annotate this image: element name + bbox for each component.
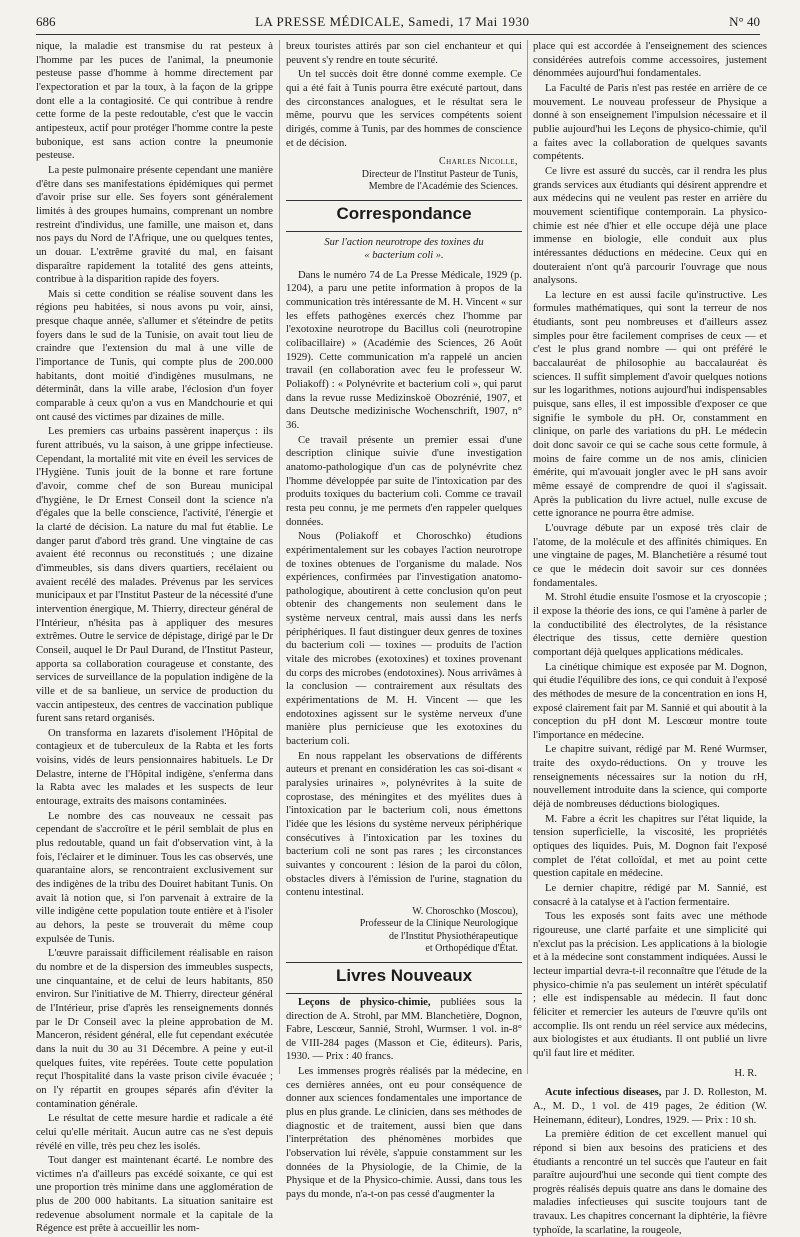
- paragraph: Tout danger est maintenant écarté. Le nombre des victimes n'a d'ailleurs pas excédé soixante, ce qui est une proportion très minime dans une agglomération de plus de 200 000 habitants. La situation sanitaire est redevenue absolument normale et la capitale de la Régence est prête à accueillir les nom-: [36, 1155, 273, 1235]
- author-affiliation: et Orthopédique d'État.: [425, 943, 518, 955]
- column-3: [533, 40, 768, 1236]
- column-2: [286, 40, 522, 1201]
- paragraph: Dans le numéro 74 de La Presse Médicale, 1929 (p. 1204), a paru une petite information à propos de la communication très intéressante de M. H. Vincent « sur les effets pathogènes exercés chez l'homme par l'exotoxine neurotrope du Bacillus coli (neurotropine colibacillaire) » (Académie des Sciences, 26 Août 1929). Cette communication m'a rappelé un ancien travail (en collaboration avec feu le professeur W. Poliakoff) : « Polynévrite et bacterium coli », qui parut dans la revue russe Medizinskoë Obozrénié, 1907, et dans Deutsche medizinische Wochenschrift, 1907, n° 36.: [286, 269, 522, 431]
- page-header: [36, 12, 760, 32]
- paragraph: On transforma en lazarets d'isolement l'Hôpital de contagieux et de tuberculeux de la Rabta et les forts voisins, vidés de leurs pensionnaires habituels. Le Dr Delastre, interne de l'Hôpital indigène, s'enferma dans la Rabta avec les malades et les suspects de leur entourage, extraits des maisons contaminées.: [36, 727, 273, 808]
- paragraph: La peste pulmonaire présente cependant une manière d'être dans ses manifestations épidémiques qui permet d'avoir prise sur elle. Ses foyers sont généralement limités à des groupes humains, comprenant un nombre restreint d'individus, une famille, une maison et, dans nos pays du Nord de l'Afrique, une ou quelques tentes, un douar. L'extrême gravité du mal, en faisant disparaître rapidement la totalité des gens atteints, contribue à la disparition rapide des foyers.: [36, 164, 273, 286]
- paragraph: breux touristes attirés par son ciel enchanteur et qui peuvent s'y rendre en toute sécurité.: [286, 41, 522, 66]
- paragraph: Le chapitre suivant, rédigé par M. René Wurmser, traite des oxydo-réductions. On y trouve les renseignements nécessaires sur la notion du rH, nouvellement introduite dans la science, qui comporte déjà de nombreuses déductions biologiques.: [533, 744, 767, 811]
- paragraph: Un tel succès doit être donné comme exemple. Ce qui a été fait à Tunis pourra être exécuté partout, dans des circonstances analogues, et le résultat sera le même, pourvu que les services compétents soient dirigés, comme à Tunis, par des hommes de conscience et de décision.: [286, 69, 522, 149]
- review-header: [533, 1086, 767, 1127]
- paragraph: Le résultat de cette mesure hardie et radicale a été celui qu'elle méritait. Aucun autre cas ne s'est depuis révélé en ville, très peu chez les isolés.: [36, 1113, 273, 1152]
- section-title-correspondance: Correspondance: [336, 203, 472, 223]
- author-affiliation: Directeur de l'Institut Pasteur de Tunis,: [361, 168, 518, 180]
- section-rule: [286, 200, 522, 201]
- paragraph: nique, la maladie est transmise du rat pesteux à l'homme par les puces de l'animal, la pneumonie pesteuse passe d'homme à homme directement par l'expectoration et par la toux, à la façon de la grippe dont elle a la contagiosité. Ce qui contribue à rendre cette forme de la peste redoutable, c'est que le vaccin antipesteux, actif pour protéger l'homme contre la peste bubonique, est sans action contre la pneumonie pesteuse.: [36, 41, 273, 162]
- column-1: [36, 40, 273, 1235]
- issue-number: N° 40: [729, 14, 760, 29]
- paragraph: Nous (Poliakoff et Choroschko) étudions expérimentalement sur les cobayes l'action neurotrope de toxines obtenues de l'organisme du malade. Nos expériences, confirmées par l'investigation anatomo-pathologique, aboutirent à cette conclusion qu'on peut obtenir des changements non seulement dans le système nerveux central, mais aussi dans les nerfs périphériques. Il faut distinguer deux genres de toxines du bacterium coli — toxines — produits de l'action vitale des microbes (exotoxines) et toxines provenant du corps des microbes (endotoxines). Nous arrivâmes à la conclusion — contrairement aux résultats des expérimentations de M. H. Vincent — que les endotoxines agissent sur le système nerveux d'une manière plus pernicieuse que les exotoxines du bacterium coli.: [286, 531, 522, 748]
- paragraph: L'ouvrage débute par un exposé très clair de l'atome, de la molécule et des affinités chimiques. En une vingtaine de pages, M. Blanchetière a résumé tout ce que le médecin doit savoir sur ces données fondamentales.: [533, 522, 767, 589]
- reviewer-initials: H. R.: [734, 1067, 757, 1079]
- paragraph: Les immenses progrès réalisés par la médecine, en ces dernières années, ont eu pour conséquence de donner aux sciences fondamentales une importance de plus en plus grande. Le clinicien, dans ses méthodes de diagnostic et de traitement, aussi bien que dans l'interprétation des phénomènes morbides que l'observation lui révèle, s'appuie constamment sur les données de la Physiologie, de la Chimie, de la Physique et de la Physico-chimie. Aussi, dans tous les pays du monde, n'a-t-on pas cessé d'augmenter la: [286, 1066, 522, 1201]
- paragraph: Le nombre des cas nouveaux ne cessait pas cependant de s'accroître et le péril semblait de plus en plus redoutable, quand un fait d'observation vint, à la fois, l'éclairer et le diminuer. Tous les cas observés, une quarantaine alors, se rencontraient exclusivement sur des indigènes de la tribu des Douiret habitant Tunis. On avait là notion que, si l'on parvenait à extraire de la ville indigène cette population toute entière et à l'isoler au dehors, la peste se trouverait du même coup expulsée de Tunis.: [36, 810, 273, 945]
- paragraph: Tous les exposés sont faits avec une méthode rigoureuse, une clarté parfaite et une simplicité qui n'exclut pas la précision. Les applications à la biologie et à la médecine sont constamment indiquées. Aussi le lecteur impartial devra-t-il reconnaître que l'étude de la physico-chimie n'a pas seulement un intérêt spéculatif ; elle est indispensable au médecin. Il faut donc féliciter et remercier les auteurs de l'œuvre qu'ils ont accomplie. Ils ont rendu un réel service aux médecins, aux biologistes et aux étudiants. Il ont publié un livre qu'il faut lire et méditer.: [533, 911, 767, 1059]
- paragraph: La Faculté de Paris n'est pas restée en arrière de ce mouvement. Le nouveau professeur de Physique a donné à son enseignement l'impulsion nécessaire et il publie aujourd'hui les Leçons de physico-chimie, qu'il a faites avec la collaboration de quelques savants compétents.: [533, 82, 767, 163]
- review-title: Leçons de physico-chimie,: [298, 996, 431, 1008]
- paragraph: En nous rappelant les observations de différents auteurs et prenant en considération les cas soi-disant « paralysies urinaires », polynévrites à la suite de coprostase, des méningites et des myélites dues à l'intoxication par le bacterium coli, nous émettons l'idée que les lésions du système nerveux périphérique consécutives à l'intoxication par les toxines du bacterium coli ne sont pas rares ; les circonstances suivantes y concourent : lésion de la paroi du côlon, obstacles divers à l'émission de l'urine, stagnation du contenu intestinal.: [286, 750, 522, 899]
- paragraph: L'œuvre paraissait difficilement réalisable en raison du nombre et de la dispersion des immeubles suspects, une cinquantaine, et de celui de leurs habitants, 850 environ. Sur l'initiative de M. Thierry, directeur général de l'Intérieur, prise d'après les renseignements donnés par le Dr Conseil avec la pleine approbation de M. Manceron, résident général, elle fut cependant exécutée dans la nuit du 30 au 31 Décembre. A peine y eut-il quelques fuites, vite repérées. Toute cette population reçut l'hospitalité dans la vaste prison civile évacuée ; on l'y répartit en groupes séparés afin d'éviter la contamination générale.: [36, 948, 273, 1110]
- review-title: Acute infectious diseases,: [545, 1087, 662, 1099]
- section-rule: [286, 962, 522, 963]
- paragraph: La cinétique chimique est exposée par M. Dognon, qui étudie l'équilibre des ions, ce qui conduit à l'exposé des méthodes de mesure de la concentration en ions H, exposé clairement fait par M. Sannié et qui aboutit à la conception du pH dont M. Lescœur montre toute l'importance en médecine.: [533, 661, 767, 741]
- header-rule: [36, 34, 760, 35]
- section-title-livres: Livres Nouveaux: [335, 965, 473, 985]
- column-divider: [527, 40, 528, 1074]
- paragraph: Le dernier chapitre, rédigé par M. Sannié, est consacré à la catalyse et à l'action fermentaire.: [533, 883, 767, 908]
- section-rule: [286, 993, 522, 994]
- author-affiliation: Membre de l'Académie des Sciences.: [368, 181, 518, 193]
- paragraph: Ce livre est assuré du succès, car il rendra les plus grands services aux étudiants qui désirent apprendre et aux médecins qui ne veulent pas rester en arrière du mouvement scientifique contemporain. La physico-chimie est née d'hier et elle occupe déjà une place immense en biologie, elle conduit aux plus intéressantes déductions en médecine. Ceux qui en douteraient n'ont qu'à parcourir l'ouvrage que nous analysons.: [533, 165, 767, 287]
- review-header: [286, 996, 522, 1064]
- author-signature: [286, 156, 518, 194]
- section-rule: [286, 231, 522, 232]
- column-divider: [279, 40, 280, 1074]
- review-meta: publiées sous la direction de A. Strohl, par MM. Blanchetière, Dognon, Fabre, Lescœur, Sannié, Strohl, Wurmser. 1 vol. in-8° de VIII-284 pages (Masson et Cie, éditeurs). Paris, 1930. — Prix : 40 francs.: [286, 996, 522, 1063]
- subtitle-line: Sur l'action neurotrope des toxines du: [324, 236, 484, 248]
- article-subtitle: [286, 236, 522, 263]
- author-signature: [286, 906, 518, 956]
- author-name: W. Choroschko (Moscou),: [412, 905, 518, 917]
- author-name: Charles Nicolle,: [439, 156, 518, 168]
- page-number: 686: [36, 14, 56, 29]
- paragraph: M. Strohl étudie ensuite l'osmose et la cryoscopie ; il expose la théorie des ions, ce qui l'amène à parler de la conductibilité des électrolytes, de la résistance électrique des tissus, cette dernière question comportant déjà quelques applications médicales.: [533, 592, 767, 658]
- paragraph: place qui est accordée à l'enseignement des sciences considérées autrefois comme accessoires, justement dénommées aujourd'hui fondamentales.: [533, 41, 767, 80]
- author-affiliation: de l'Institut Physiothérapeutique: [388, 930, 518, 942]
- paragraph: M. Fabre a écrit les chapitres sur l'état liquide, la tension superficielle, la viscosité, les propriétés optiques des liquides. Puis, M. Dognon fait l'exposé complet de l'état colloïdal, et met au point cette question capitale en médecine.: [533, 813, 767, 880]
- author-affiliation: Professeur de la Clinique Neurologique: [359, 918, 518, 930]
- paragraph: Les premiers cas urbains passèrent inaperçus : ils furent attribués, vu la saison, à une grippe infectieuse. Cependant, la mortalité mit vite en éveil les services de l'Hygiène. Tunis jouit de la bonne et rare fortune d'avoir, comme chef de son Bureau municipal d'hygiène, le Dr Ernest Conseil dont la science n'a d'égales que la belle conscience, l'activité, l'énergie et la clarté de décision. La nature du mal fut établie. Le danger parut d'abord très grand. Une vingtaine de cas avaient été reconnus ou reconstitués ; une dizaine d'immeubles, sis dans divers quartiers, recélaient ou avaient recélé des malades. Prévenus par les services municipaux et par l'Institut Pasteur de la nécessité d'une intervention énergique, M. Thierry, directeur général de l'Intérieur, n'hésita pas à appliquer des mesures extrêmes. Outre le service de dépistage, dirigé par le Dr Conseil, auquel le Dr Paul Durand, de l'Institut Pasteur, apporta sa collaboration courageuse et constante, des services de surveillance de la population indigène de la ville et de sa banlieue, un service de production du vaccin antipesteux, des centres de vaccination publique furent sans retard organisés.: [36, 426, 273, 725]
- review-meta: par J. D. Rolleston, M. A., M. D., 1 vol. de 419 pages, 2e édition (W. Heinemann, éditeur), Londres, 1929. — Prix : 10 sh.: [533, 1087, 768, 1126]
- paragraph: Ce travail présente un premier essai d'une description clinique suivie d'une investigation anatomo-pathologique d'un cas de polynévrite chez l'homme développée par suite de l'intoxication par des produits toxiques du bacterium coli. Comme ce travail resta peu connu, je me permets d'en rappeler quelques données.: [286, 434, 522, 528]
- paragraph: Mais si cette condition se réalise souvent dans les régions peu habitées, si nous avons pu voir, ainsi, presque chaque année, s'allumer et s'éteindre de petits foyers dans le sud de la Tunisie, on avait tout lieu de craindre que l'extension du mal à une ville de l'importance de Tunis, qui compte plus de 200.000 habitants, dont moitié d'indigènes musulmans, ne déterminât, dans la ville arabe, l'éclosion d'un foyer comparable à ceux qu'on a vus en Mandchourie et qui ont causé des victimes par dizaines de mille.: [36, 288, 273, 423]
- journal-title: LA PRESSE MÉDICALE, Samedi, 17 Mai 1930: [255, 14, 530, 29]
- paragraph: La lecture en est aussi facile qu'instructive. Les formules mathématiques, qui sont la terreur de nos étudiants, sont peu nombreuses et d'ailleurs assez simples pour être facilement comprises de ceux — et c'est le plus grand nombre — qui ont préféré le baccalauréat de philosophie au baccalauréat ès sciences. Il suffit simplement d'avoir quelques notions sur les logarithmes, notions aujourd'hui indispensables puisque, sans elles, il est impossible d'exposer ce que signifie le symbole du pH. Or, constamment en clinique, on parle des variations du pH. Le médecin doit donc savoir ce qui se cache sous cette formule, à moins de faire comme un de nos amis, clinicien émérite, qui m'avouait jongler avec le pH sans avoir même essayé de comprendre de quoi il s'agissait. Après la publication du livre actuel, nulle excuse de cette ignorance ne pourra être admise.: [533, 289, 767, 520]
- paragraph: La première édition de cet excellent manuel qui répond si bien aux besoins des praticiens et des étudiants a rencontré un tel succès que l'auteur en fait paraître aujourd'hui une seconde qui tient compte des progrès réalisés depuis quatre ans dans le domaine des maladies infectieuses qui suscite toujours tant de travaux. Les chapitres concernant la diphtérie, la fièvre typhoïde, la scarlatine, la rougeole,: [533, 1129, 767, 1236]
- subtitle-line: « bacterium coli ».: [364, 250, 444, 262]
